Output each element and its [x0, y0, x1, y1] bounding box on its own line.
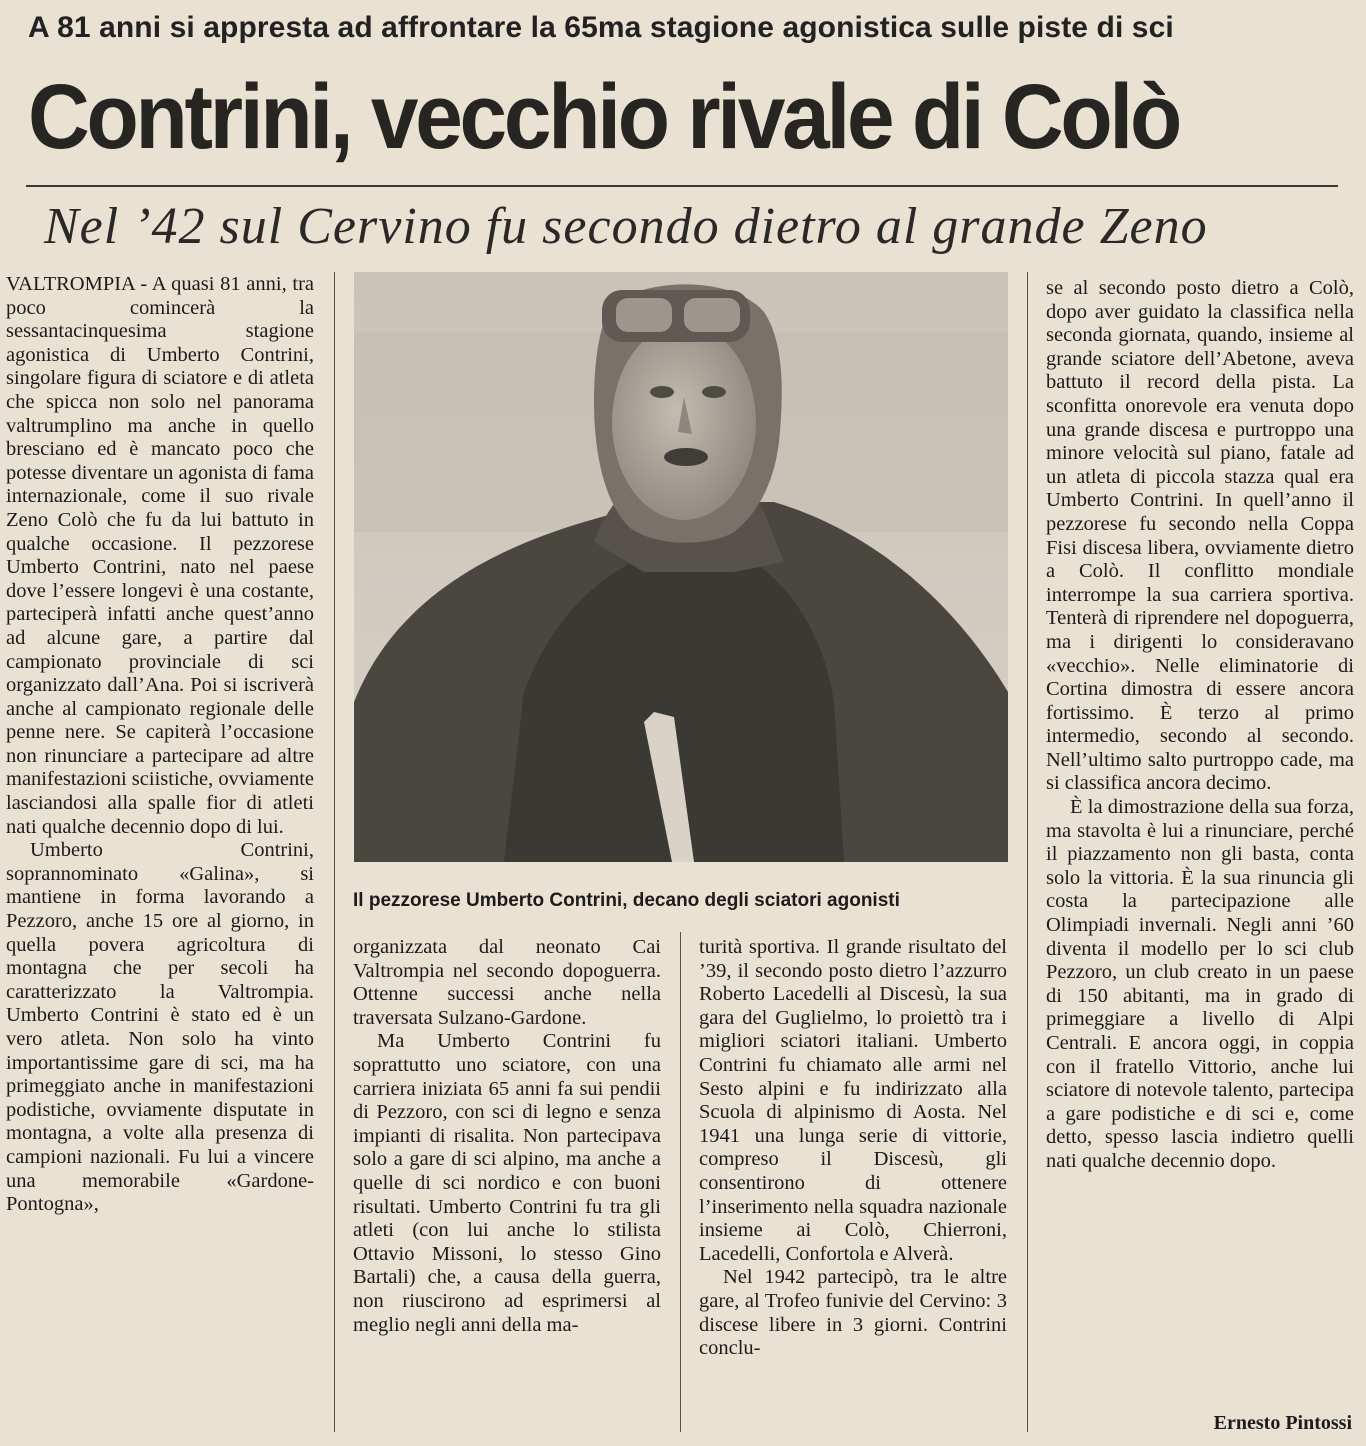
column-divider	[1027, 272, 1028, 1432]
paragraph: È la dimostrazione della sua forza, ma stavolta è lui a rinunciare, perché il piazzamento non gli basta, conta solo la vittoria. È la sua rinuncia gli costa la partecipazione alle Olimpiadi invernali. Negli anni ’60 diventa il modello per lo sci club Pezzoro, un club creato in un paese di 150 abitanti, ma in grado di primeggiare a livello di Alpi Centrali. E ancora oggi, in coppia con il fratello Vittorio, anche lui sciatore di notevole talento, partecipa a gare podistiche e di sci e, come detto, spesso lascia indietro quelli nati qualche decennio dopo.	[1046, 796, 1354, 1172]
article-column-3	[699, 936, 1007, 1436]
headline-rule	[26, 185, 1338, 187]
column-divider	[334, 272, 335, 1432]
paragraph: Ma Umberto Contrini fu soprattutto uno sciatore, con una carriera iniziata 65 anni fa sui pendii di Pezzoro, con sci di legno e senza impianti di risalita. Non partecipava solo a gare di sci alpino, ma anche a quelle di sci nordico e con buoni risultati. Umberto Contrini fu tra gli atleti (con lui anche lo stilista Ottavio Missoni, lo stesso Gino Bartali) che, a causa della guerra, non riuscirono ad esprimersi al meglio negli anni della ma-	[353, 1030, 661, 1336]
paragraph: VALTROMPIA - A quasi 81 anni, tra poco comincerà la sessantacinquesima stagione agonistica di Umberto Contrini, singolare figura di sciatore e di atleta che spicca non solo nel panorama valtrumplino ma anche in quello bresciano ed è mancato poco che potesse diventare un agonista di fama internazionale, come il suo rivale Zeno Colò che fu da lui battuto in qualche occasione. Il pezzorese Umberto Contrini, nato nel paese dove l’essere longevi è una costante, parteciperà infatti anche quest’anno ad alcune gare, a partire dal campionato provinciale di sci organizzato dall’Ana. Poi si iscriverà anche al campionato regionale delle penne nere. Se capiterà l’occasione non rinunciare a partecipare ad altre manifestazioni sciistiche, ovviamente lasciandosi alla spalle fior di atleti nati qualche decennio dopo di lui.	[6, 273, 314, 838]
article-column-1	[6, 273, 314, 1435]
article-column-2	[353, 936, 661, 1436]
article-column-4	[1046, 277, 1354, 1410]
deck-subheadline: Nel ’42 sul Cervino fu secondo dietro al grande Zeno	[44, 198, 1208, 255]
headline: Contrini, vecchio rivale di Colò	[28, 66, 1179, 168]
byline: Ernesto Pintossi	[1213, 1412, 1352, 1434]
skier-portrait-image	[354, 272, 1008, 862]
column-divider	[680, 932, 681, 1432]
paragraph: turità sportiva. Il grande risultato del ’39, il secondo posto dietro l’azzurro Roberto Lacedelli al Discesù, la sua gara del Guglielmo, lo proiettò tra i migliori sciatori italiani. Umberto Contrini fu chiamato alle armi nel Sesto alpini e fu indirizzato alla Scuola di alpinismo di Aosta. Nel 1941 una lunga serie di vittorie, compreso il Discesù, gli consentirono di ottenere l’inserimento nella squadra nazionale insieme ai Colò, Chierroni, Lacedelli, Confortola e Alverà.	[699, 936, 1007, 1265]
portrait-photo	[354, 272, 1008, 862]
paragraph: se al secondo posto dietro a Colò, dopo aver guidato la classifica nella seconda giornata, quando, insieme al grande sciatore dell’Abetone, aveva battuto il record della pista. La sconfitta onorevole era venuta dopo una grande discesa e purtroppo una minore velocità sul piano, fatale ad un atleta di piccola stazza qual era Umberto Contrini. In quell’anno il pezzorese fu secondo nella Coppa Fisi discesa libera, ovviamente dietro a Colò. Il conflitto mondiale interrompe la sua carriera sportiva. Tenterà di riprendere nel dopoguerra, ma i dirigenti lo consideravano «vecchio». Nelle eliminatorie di Cortina dimostra di essere ancora fortissimo. È terzo al primo intermedio, secondo al secondo. Nell’ultimo salto purtroppo cade, ma si classifica ancora decimo.	[1046, 277, 1354, 795]
paragraph: Nel 1942 partecipò, tra le altre gare, al Trofeo funivie del Cervino: 3 discese libere in 3 giorni. Contrini conclu-	[699, 1266, 1007, 1360]
photo-caption: Il pezzorese Umberto Contrini, decano degli sciatori agonisti	[353, 890, 900, 911]
paragraph: organizzata dal neonato Cai Valtrompia nel secondo dopoguerra. Ottenne successi anche nella traversata Sulzano-Gardone.	[353, 936, 661, 1029]
paragraph: Umberto Contrini, soprannominato «Galina», si mantiene in forma lavorando a Pezzoro, anche 15 ore al giorno, in quella povera agricoltura di montagna che per secoli ha caratterizzato la Valtrompia. Umberto Contrini è stato ed è un vero atleta. Non solo ha vinto importantissime gare di sci, ma ha primeggiato anche in manifestazioni podistiche, ovviamente disputate in montagna, a volte alla presenza di campioni nazionali. Fu lui a vincere una memorabile «Gardone-Pontogna»,	[6, 839, 314, 1216]
kicker: A 81 anni si appresta ad affrontare la 65ma stagione agonistica sulle piste di sci	[28, 11, 1174, 44]
